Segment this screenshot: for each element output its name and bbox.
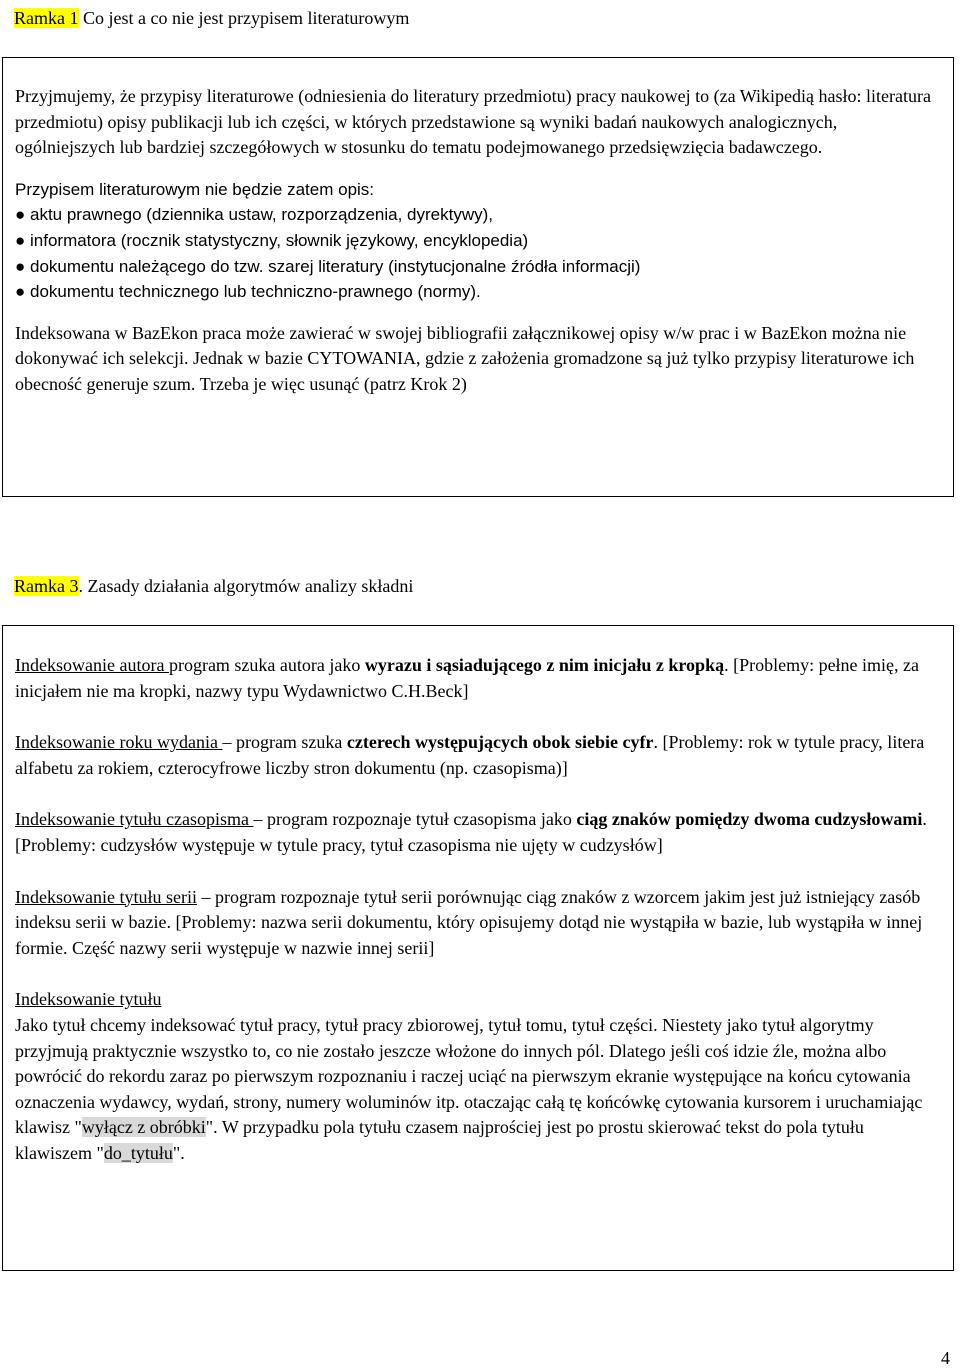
page-number: 4 — [941, 1348, 950, 1368]
box1-caption-title: Co jest a co nie jest przypisem literaturowym — [78, 8, 410, 28]
box3-frame — [2, 625, 954, 1271]
section-title-body: Jako tytuł chcemy indeksować tytuł pracy, tytuł pracy zbiorowej, tytuł tomu, tytuł części. Niestety jako tytuł algorytmy przyjmują praktycznie wszystko to, co nie zostało jeszcze włożone do innych pól. Dlatego jeśli coś idzie źle, można albo powrócić do rekordu zaraz po pierwszym rozpoznaniu i raczej uciąć na pierwszym ekranie występujące na końcu cytowania oznaczenia wydawcy, wydań, strony, numery woluminów itp. otaczając całą tę końcówkę cytowania kursorem i uruchamiając klawisz "wyłącz z obróbki". W przypadku pola tytułu czasem najprościej jest po prostu skierować tekst do pola tytułu klawiszem "do_tytułu". — [15, 1014, 923, 1163]
section-author: Indeksowanie autora program szuka autora jako wyrazu i sąsiadującego z nim inicjału z kropką. [Problemy: pełne imię, za inicjałem nie ma kropki, nazwy typu Wydawnictwo C.H.Beck] — [15, 655, 920, 701]
section-title-heading: Indeksowanie tytułu — [15, 989, 162, 1010]
box1-frame — [2, 57, 954, 497]
section-journal-title: Indeksowanie tytułu czasopisma – program rozpoznaje tytuł czasopisma jako ciąg znaków pomiędzy dwoma cudzysłowami. [Problemy: cudzysłów występuje w tytule pracy, tytuł czasopisma nie ujęty w cudzysłów] — [15, 809, 927, 855]
section-journal-title-heading: Indeksowanie tytułu czasopisma — [15, 809, 254, 830]
section-year: Indeksowanie roku wydania – program szuka czterech występujących obok siebie cyfr. [Problemy: rok w tytule pracy, litera alfabetu za rokiem, czterocyfrowe liczby stron dokumentu (np. czasopisma)] — [15, 732, 925, 778]
section-author-title: Indeksowanie autora — [15, 655, 169, 675]
box1-paragraph-bazekon: Indeksowana w BazEkon praca może zawierać w swojej bibliografii załącznikowej opisy w/w prac i w BazEkon można nie dokonywać ich selekcji. Jednak w bazie CYTOWANIA, gdzie z założenia gromadzone są już tylko przypisy literaturowe ich obecność generuje szum. Trzeba je więc usunąć (patrz Krok 2) — [15, 322, 915, 394]
box3-caption — [14, 574, 413, 600]
key-to-title: do_tytułu — [103, 1142, 173, 1163]
box1-exclusions-section — [15, 177, 941, 305]
section-year-title: Indeksowanie roku wydania — [15, 732, 223, 753]
box1-exclusions-list — [15, 202, 941, 304]
key-exclude-from-processing: wyłącz z obróbki — [81, 1117, 206, 1138]
box1-exclusions-intro: Przypisem literaturowym nie będzie zatem opis: — [15, 179, 375, 199]
box1-caption-label: Ramka 1 — [14, 8, 79, 28]
box1-caption — [14, 6, 409, 32]
list-item: ● informatora (rocznik statystyczny, słownik językowy, encyklopedia) — [15, 228, 941, 254]
section-title — [15, 987, 941, 1166]
list-item: ● dokumentu należącego do tzw. szarej literatury (instytucjonalne źródła informacji) — [15, 254, 941, 280]
section-series-title: Indeksowanie tytułu serii – program rozpoznaje tytuł serii porównując ciąg znaków z wzorcem jakim jest już istniejący zasób indeksu serii w bazie. [Problemy: nazwa serii dokumentu, który opisujemy dotąd nie wystąpiła w bazie, lub wystąpiła w innej formie. Część nazwy serii występuje w nazwie innej serii] — [15, 886, 923, 958]
list-item: ● dokumentu technicznego lub techniczno-prawnego (normy). — [15, 279, 941, 305]
section-series-title-heading: Indeksowanie tytułu serii — [15, 886, 197, 907]
list-item: ● aktu prawnego (dziennika ustaw, rozporządzenia, dyrektywy), — [15, 202, 941, 228]
box1-paragraph-definition: Przyjmujemy, że przypisy literaturowe (odniesienia do literatury przedmiotu) pracy naukowej to (za Wikipedią hasło: literatura przedmiotu) opisy publikacji lub ich części, w których przedstawione są wyniki badań naukowych analogicznych, ogólniejszych lub bardziej szczegółowych w stosunku do tematu podejmowanego przedsięwzięcia badawczego. — [15, 86, 931, 158]
box3-caption-title: . Zasady działania algorytmów analizy składni — [78, 576, 414, 596]
box3-caption-label: Ramka 3 — [14, 576, 79, 596]
